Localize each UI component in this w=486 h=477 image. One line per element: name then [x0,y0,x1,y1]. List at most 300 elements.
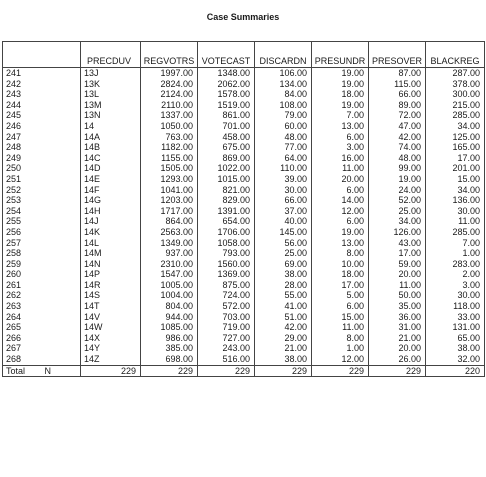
table-cell: 14F [81,185,141,196]
table-cell: 16.00 [312,153,369,164]
table-cell: 1505.00 [141,163,198,174]
table-body [3,68,485,366]
total-row [3,365,485,377]
table-row [3,333,485,344]
row-label: 263 [3,301,43,312]
table-cell: 43.00 [369,238,426,249]
row-sublabel [43,206,81,217]
table-cell: 125.00 [426,132,485,143]
table-cell: 1015.00 [198,174,255,185]
table-cell: 31.00 [369,322,426,333]
table-cell: 719.00 [198,322,255,333]
table-cell: 2124.00 [141,89,198,100]
table-cell: 1005.00 [141,280,198,291]
table-cell: 7.00 [426,238,485,249]
table-row [3,312,485,323]
table-cell: 300.00 [426,89,485,100]
table-row [3,142,485,153]
table-cell: 14Y [81,343,141,354]
table-cell: 229 [255,365,312,377]
row-label: 242 [3,79,43,90]
table-cell: 869.00 [198,153,255,164]
row-label: 257 [3,238,43,249]
row-sublabel [43,333,81,344]
table-cell: 6.00 [312,301,369,312]
table-row [3,322,485,333]
row-label: 243 [3,89,43,100]
table-cell: 2824.00 [141,79,198,90]
row-sublabel [43,227,81,238]
table-cell: 1997.00 [141,68,198,79]
table-cell: 136.00 [426,195,485,206]
table-cell: 34.00 [426,185,485,196]
table-cell: 378.00 [426,79,485,90]
table-row [3,195,485,206]
table-cell: 50.00 [369,290,426,301]
table-cell: 1058.00 [198,238,255,249]
table-cell: 14E [81,174,141,185]
table-cell: 287.00 [426,68,485,79]
row-sublabel [43,153,81,164]
table-cell: 1203.00 [141,195,198,206]
table-cell: 115.00 [369,79,426,90]
column-header-blackreg: BLACKREG [426,42,485,68]
table-cell: 21.00 [369,333,426,344]
row-label: 265 [3,322,43,333]
table-cell: 38.00 [255,269,312,280]
table-cell: 36.00 [369,312,426,323]
table-cell: 8.00 [312,333,369,344]
table-cell: 8.00 [312,248,369,259]
table-cell: 14K [81,227,141,238]
column-header-regvotrs: REGVOTRS [141,42,198,68]
table-row [3,301,485,312]
table-cell: 654.00 [198,216,255,227]
table-cell: 1348.00 [198,68,255,79]
table-cell: 17.00 [312,280,369,291]
table-cell: 1.00 [426,248,485,259]
row-sublabel [43,100,81,111]
total-label: Total [3,365,43,377]
table-cell: 944.00 [141,312,198,323]
row-label: 245 [3,110,43,121]
table-cell: 55.00 [255,290,312,301]
table-cell: 14D [81,163,141,174]
table-cell: 1293.00 [141,174,198,185]
case-summaries-table [2,41,485,377]
table-cell: 14V [81,312,141,323]
row-label: 251 [3,174,43,185]
table-cell: 11.00 [312,163,369,174]
table-cell: 861.00 [198,110,255,121]
table-cell: 56.00 [255,238,312,249]
page-title: Case Summaries [206,12,280,22]
table-cell: 13K [81,79,141,90]
header-corner-cell [3,42,43,68]
table-cell: 1547.00 [141,269,198,280]
row-sublabel [43,269,81,280]
table-cell: 986.00 [141,333,198,344]
table-cell: 19.00 [312,79,369,90]
table-cell: 126.00 [369,227,426,238]
table-cell: 17.00 [426,153,485,164]
table-cell: 14X [81,333,141,344]
table-cell: 201.00 [426,163,485,174]
table-cell: 21.00 [255,343,312,354]
table-cell: 1391.00 [198,206,255,217]
row-label: 259 [3,259,43,270]
row-label: 260 [3,269,43,280]
table-row [3,259,485,270]
row-sublabel [43,280,81,291]
table-cell: 1337.00 [141,110,198,121]
table-row [3,79,485,90]
table-cell: 875.00 [198,280,255,291]
table-row [3,238,485,249]
table-cell: 72.00 [369,110,426,121]
table-cell: 35.00 [369,301,426,312]
table-cell: 20.00 [312,174,369,185]
table-cell: 12.00 [312,354,369,365]
table-cell: 165.00 [426,142,485,153]
table-cell: 14C [81,153,141,164]
table-cell: 283.00 [426,259,485,270]
table-cell: 110.00 [255,163,312,174]
row-sublabel [43,301,81,312]
row-label: 262 [3,290,43,301]
table-cell: 11.00 [369,280,426,291]
row-label: 264 [3,312,43,323]
row-sublabel [43,290,81,301]
table-cell: 229 [369,365,426,377]
table-cell: 3.00 [312,142,369,153]
table-cell: 108.00 [255,100,312,111]
table-cell: 34.00 [426,121,485,132]
table-cell: 28.00 [255,280,312,291]
row-sublabel [43,195,81,206]
table-cell: 2563.00 [141,227,198,238]
row-sublabel [43,79,81,90]
table-cell: 60.00 [255,121,312,132]
table-cell: 14M [81,248,141,259]
table-cell: 7.00 [312,110,369,121]
row-sublabel [43,248,81,259]
table-row [3,100,485,111]
table-cell: 821.00 [198,185,255,196]
table-row [3,354,485,365]
row-sublabel [43,174,81,185]
table-cell: 516.00 [198,354,255,365]
table-cell: 6.00 [312,185,369,196]
table-cell: 87.00 [369,68,426,79]
table-cell: 38.00 [255,354,312,365]
table-cell: 59.00 [369,259,426,270]
table-cell: 458.00 [198,132,255,143]
row-label: 250 [3,163,43,174]
row-label: 267 [3,343,43,354]
table-cell: 864.00 [141,216,198,227]
column-header-precduv: PRECDUV [81,42,141,68]
table-cell: 2062.00 [198,79,255,90]
row-label: 248 [3,142,43,153]
row-sublabel [43,312,81,323]
table-cell: 724.00 [198,290,255,301]
table-cell: 1022.00 [198,163,255,174]
table-cell: 229 [141,365,198,377]
table-cell: 20.00 [369,269,426,280]
row-label: 244 [3,100,43,111]
table-cell: 30.00 [426,290,485,301]
table-row [3,153,485,164]
table-cell: 229 [198,365,255,377]
table-cell: 698.00 [141,354,198,365]
row-sublabel [43,185,81,196]
row-sublabel [43,68,81,79]
table-cell: 19.00 [312,227,369,238]
table-cell: 40.00 [255,216,312,227]
table-cell: 243.00 [198,343,255,354]
table-cell: 2310.00 [141,259,198,270]
table-cell: 18.00 [312,89,369,100]
table-cell: 2110.00 [141,100,198,111]
table-cell: 84.00 [255,89,312,100]
row-label: 246 [3,121,43,132]
table-cell: 12.00 [312,206,369,217]
table-cell: 25.00 [255,248,312,259]
table-cell: 30.00 [426,206,485,217]
table-cell: 13J [81,68,141,79]
column-header-presundr: PRESUNDR [312,42,369,68]
row-label: 252 [3,185,43,196]
table-cell: 1182.00 [141,142,198,153]
table-cell: 134.00 [255,79,312,90]
table-cell: 33.00 [426,312,485,323]
table-cell: 215.00 [426,100,485,111]
table-cell: 1369.00 [198,269,255,280]
table-row [3,216,485,227]
table-row [3,227,485,238]
table-row [3,343,485,354]
table-cell: 14T [81,301,141,312]
table-cell: 34.00 [369,216,426,227]
table-cell: 1004.00 [141,290,198,301]
table-cell: 69.00 [255,259,312,270]
table-cell: 30.00 [255,185,312,196]
table-cell: 10.00 [312,259,369,270]
header-corner-cell [43,42,81,68]
table-cell: 3.00 [426,280,485,291]
table-cell: 52.00 [369,195,426,206]
table-cell: 937.00 [141,248,198,259]
row-sublabel [43,110,81,121]
table-cell: 804.00 [141,301,198,312]
row-label: 253 [3,195,43,206]
table-cell: 20.00 [369,343,426,354]
table-cell: 14R [81,280,141,291]
table-row [3,269,485,280]
table-cell: 41.00 [255,301,312,312]
table-cell: 24.00 [369,185,426,196]
table-header-row [3,42,485,68]
table-cell: 145.00 [255,227,312,238]
table-cell: 1706.00 [198,227,255,238]
table-cell: 39.00 [255,174,312,185]
table-cell: 48.00 [369,153,426,164]
table-cell: 99.00 [369,163,426,174]
table-cell: 285.00 [426,227,485,238]
table-cell: 15.00 [426,174,485,185]
table-cell: 229 [81,365,141,377]
row-sublabel [43,343,81,354]
table-row [3,185,485,196]
row-sublabel [43,354,81,365]
table-cell: 42.00 [369,132,426,143]
table-cell: 1050.00 [141,121,198,132]
table-cell: 11.00 [312,322,369,333]
table-cell: 11.00 [426,216,485,227]
row-label: 247 [3,132,43,143]
table-cell: 703.00 [198,312,255,323]
total-sublabel: N [43,365,81,377]
table-row [3,206,485,217]
table-cell: 79.00 [255,110,312,121]
row-label: 261 [3,280,43,291]
table-cell: 18.00 [312,269,369,280]
table-cell: 14A [81,132,141,143]
table-cell: 25.00 [369,206,426,217]
table-cell: 37.00 [255,206,312,217]
row-label: 258 [3,248,43,259]
table-cell: 13L [81,89,141,100]
row-label: 256 [3,227,43,238]
table-cell: 47.00 [369,121,426,132]
table-cell: 131.00 [426,322,485,333]
table-cell: 5.00 [312,290,369,301]
table-cell: 14W [81,322,141,333]
row-label: 254 [3,206,43,217]
table-cell: 14N [81,259,141,270]
table-cell: 118.00 [426,301,485,312]
table-cell: 13.00 [312,238,369,249]
table-cell: 48.00 [255,132,312,143]
table-cell: 14S [81,290,141,301]
row-sublabel [43,238,81,249]
table-cell: 14P [81,269,141,280]
table-cell: 2.00 [426,269,485,280]
table-cell: 106.00 [255,68,312,79]
table-cell: 220 [426,365,485,377]
row-label: 249 [3,153,43,164]
table-cell: 1717.00 [141,206,198,217]
table-cell: 14L [81,238,141,249]
table-cell: 74.00 [369,142,426,153]
table-cell: 1041.00 [141,185,198,196]
table-cell: 19.00 [312,68,369,79]
row-label: 268 [3,354,43,365]
table-cell: 42.00 [255,322,312,333]
table-cell: 64.00 [255,153,312,164]
table-cell: 829.00 [198,195,255,206]
row-sublabel [43,322,81,333]
row-sublabel [43,163,81,174]
table-row [3,110,485,121]
row-sublabel [43,216,81,227]
table-cell: 1349.00 [141,238,198,249]
table-cell: 15.00 [312,312,369,323]
table-cell: 572.00 [198,301,255,312]
row-sublabel [43,89,81,100]
table-cell: 675.00 [198,142,255,153]
table-row [3,89,485,100]
table-cell: 14G [81,195,141,206]
table-cell: 14Z [81,354,141,365]
table-row [3,132,485,143]
table-row [3,121,485,132]
table-cell: 13.00 [312,121,369,132]
table-row [3,290,485,301]
table-row [3,280,485,291]
table-cell: 385.00 [141,343,198,354]
table-cell: 38.00 [426,343,485,354]
table-cell: 17.00 [369,248,426,259]
table-cell: 6.00 [312,132,369,143]
table-cell: 19.00 [369,174,426,185]
table-cell: 1085.00 [141,322,198,333]
table-cell: 13N [81,110,141,121]
column-header-discardn: DISCARDN [255,42,312,68]
table-cell: 26.00 [369,354,426,365]
table-cell: 14B [81,142,141,153]
table-cell: 66.00 [369,89,426,100]
table-cell: 229 [312,365,369,377]
table-row [3,248,485,259]
row-sublabel [43,142,81,153]
row-label: 266 [3,333,43,344]
table-cell: 701.00 [198,121,255,132]
table-cell: 66.00 [255,195,312,206]
table-cell: 6.00 [312,216,369,227]
table-row [3,68,485,79]
table-row [3,174,485,185]
table-cell: 65.00 [426,333,485,344]
table-cell: 14.00 [312,195,369,206]
table-cell: 19.00 [312,100,369,111]
table-cell: 32.00 [426,354,485,365]
table-cell: 285.00 [426,110,485,121]
table-cell: 727.00 [198,333,255,344]
column-header-presover: PRESOVER [369,42,426,68]
table-cell: 1578.00 [198,89,255,100]
row-label: 241 [3,68,43,79]
table-cell: 763.00 [141,132,198,143]
row-sublabel [43,121,81,132]
row-sublabel [43,259,81,270]
table-cell: 1155.00 [141,153,198,164]
table-cell: 14 [81,121,141,132]
table-cell: 14J [81,216,141,227]
table-cell: 13M [81,100,141,111]
table-cell: 793.00 [198,248,255,259]
table-cell: 51.00 [255,312,312,323]
table-cell: 89.00 [369,100,426,111]
table-cell: 1519.00 [198,100,255,111]
row-label: 255 [3,216,43,227]
column-header-votecast: VOTECAST [198,42,255,68]
table-cell: 29.00 [255,333,312,344]
table-cell: 14H [81,206,141,217]
row-sublabel [43,132,81,143]
table-row [3,163,485,174]
